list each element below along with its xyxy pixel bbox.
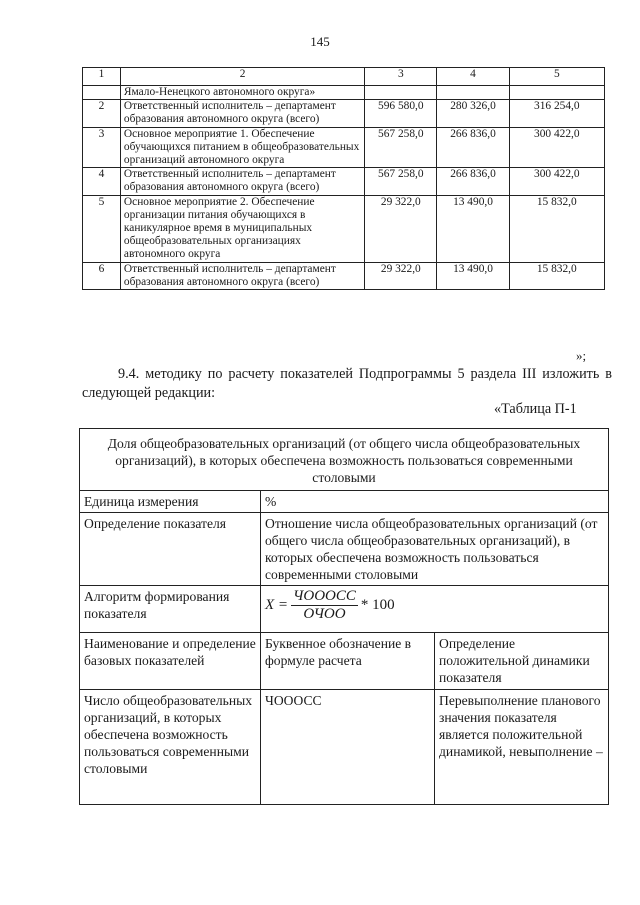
header-col-5: 5 xyxy=(509,68,604,86)
col-header-symbol: Буквенное обозначение в формуле расчета xyxy=(261,633,435,690)
page-number: 145 xyxy=(310,34,330,49)
row-value-3: 567 258,0 xyxy=(365,168,437,195)
row-value-3: 29 322,0 xyxy=(365,195,437,262)
formula-numerator: ЧОООСС xyxy=(293,588,356,604)
row-number: 3 xyxy=(83,127,121,168)
algorithm-formula-cell xyxy=(261,586,609,633)
row-value-4: 13 490,0 xyxy=(437,195,509,262)
header-col-2: 2 xyxy=(120,68,364,86)
row-value-5: 15 832,0 xyxy=(509,195,604,262)
row-value-5: 15 832,0 xyxy=(509,262,604,289)
table-row xyxy=(83,262,605,289)
row-value-5 xyxy=(509,86,604,100)
definition-label: Определение показателя xyxy=(80,513,261,586)
row-value-3: 596 580,0 xyxy=(365,100,437,127)
row-value-4: 266 836,0 xyxy=(437,168,509,195)
row-value-4: 13 490,0 xyxy=(437,262,509,289)
row-text: Ямало-Ненецкого автономного округа» xyxy=(120,86,364,100)
col-header-name: Наименование и определение базовых показателей xyxy=(80,633,261,690)
base-indicator-dynamics: Перевыполнение планового значения показателя является положительной динамикой, невыполнение – xyxy=(435,690,609,805)
formula-multiplier: * 100 xyxy=(360,597,395,613)
table-row xyxy=(83,168,605,195)
table-row xyxy=(83,86,605,100)
unit-row xyxy=(80,491,609,513)
table-row xyxy=(83,195,605,262)
col-header-dynamics: Определение положительной динамики показателя xyxy=(435,633,609,690)
row-number: 4 xyxy=(83,168,121,195)
row-value-5: 300 422,0 xyxy=(509,168,604,195)
indicator-title: Доля общеобразовательных организаций (от общего числа общеобразовательных организаций), в которых обеспечена возможность пользоваться современными столовыми xyxy=(80,429,609,491)
definition-value: Отношение числа общеобразовательных организаций (от общего числа общеобразовательных организаций), в которых обеспечена возможность пользоваться современными столовыми xyxy=(261,513,609,586)
row-value-5: 316 254,0 xyxy=(509,100,604,127)
header-col-3: 3 xyxy=(365,68,437,86)
row-value-3: 29 322,0 xyxy=(365,262,437,289)
table-row xyxy=(83,100,605,127)
row-text: Основное мероприятие 2. Обеспечение организации питания обучающихся в каникулярное время в муниципальных общеобразовательных организациях автономного округа xyxy=(120,195,364,262)
row-value-3: 567 258,0 xyxy=(365,127,437,168)
row-text: Ответственный исполнитель – департамент образования автономного округа (всего) xyxy=(120,262,364,289)
algorithm-label: Алгоритм формирования показателя xyxy=(80,586,261,633)
row-text: Ответственный исполнитель – департамент образования автономного округа (всего) xyxy=(120,168,364,195)
base-indicators-header-row xyxy=(80,633,609,690)
table-caption: «Таблица П-1 xyxy=(494,401,577,417)
unit-label: Единица измерения xyxy=(80,491,261,513)
table-row xyxy=(83,127,605,168)
formula xyxy=(265,588,604,623)
row-text: Основное мероприятие 1. Обеспечение обучающихся питанием в общеобразовательных организаций автономного округа xyxy=(120,127,364,168)
row-number xyxy=(83,86,121,100)
row-value-4: 266 836,0 xyxy=(437,127,509,168)
row-value-4: 280 326,0 xyxy=(437,100,509,127)
indicator-title-row xyxy=(80,429,609,491)
budget-table xyxy=(82,67,605,290)
row-number: 2 xyxy=(83,100,121,127)
base-indicator-name: Число общеобразовательных организаций, в которых обеспечена возможность пользоваться современными столовыми xyxy=(80,690,261,805)
row-value-3 xyxy=(365,86,437,100)
formula-fraction xyxy=(291,588,358,623)
body-paragraph: 9.4. методику по расчету показателей Подпрограммы 5 раздела III изложить в следующей редакции: xyxy=(82,366,612,401)
unit-value: % xyxy=(261,491,609,513)
formula-denominator: ОЧОО xyxy=(303,606,346,622)
indicator-methodology-table xyxy=(79,428,609,805)
budget-table-header xyxy=(83,68,605,86)
algorithm-row xyxy=(80,586,609,633)
base-indicator-row xyxy=(80,690,609,805)
row-number: 5 xyxy=(83,195,121,262)
closing-quote: »; xyxy=(576,348,587,363)
row-value-5: 300 422,0 xyxy=(509,127,604,168)
base-indicator-symbol: ЧОООСС xyxy=(261,690,435,805)
definition-row xyxy=(80,513,609,586)
formula-lhs: X = xyxy=(265,597,289,613)
row-text: Ответственный исполнитель – департамент образования автономного округа (всего) xyxy=(120,100,364,127)
header-col-1: 1 xyxy=(83,68,121,86)
row-number: 6 xyxy=(83,262,121,289)
row-value-4 xyxy=(437,86,509,100)
header-col-4: 4 xyxy=(437,68,509,86)
